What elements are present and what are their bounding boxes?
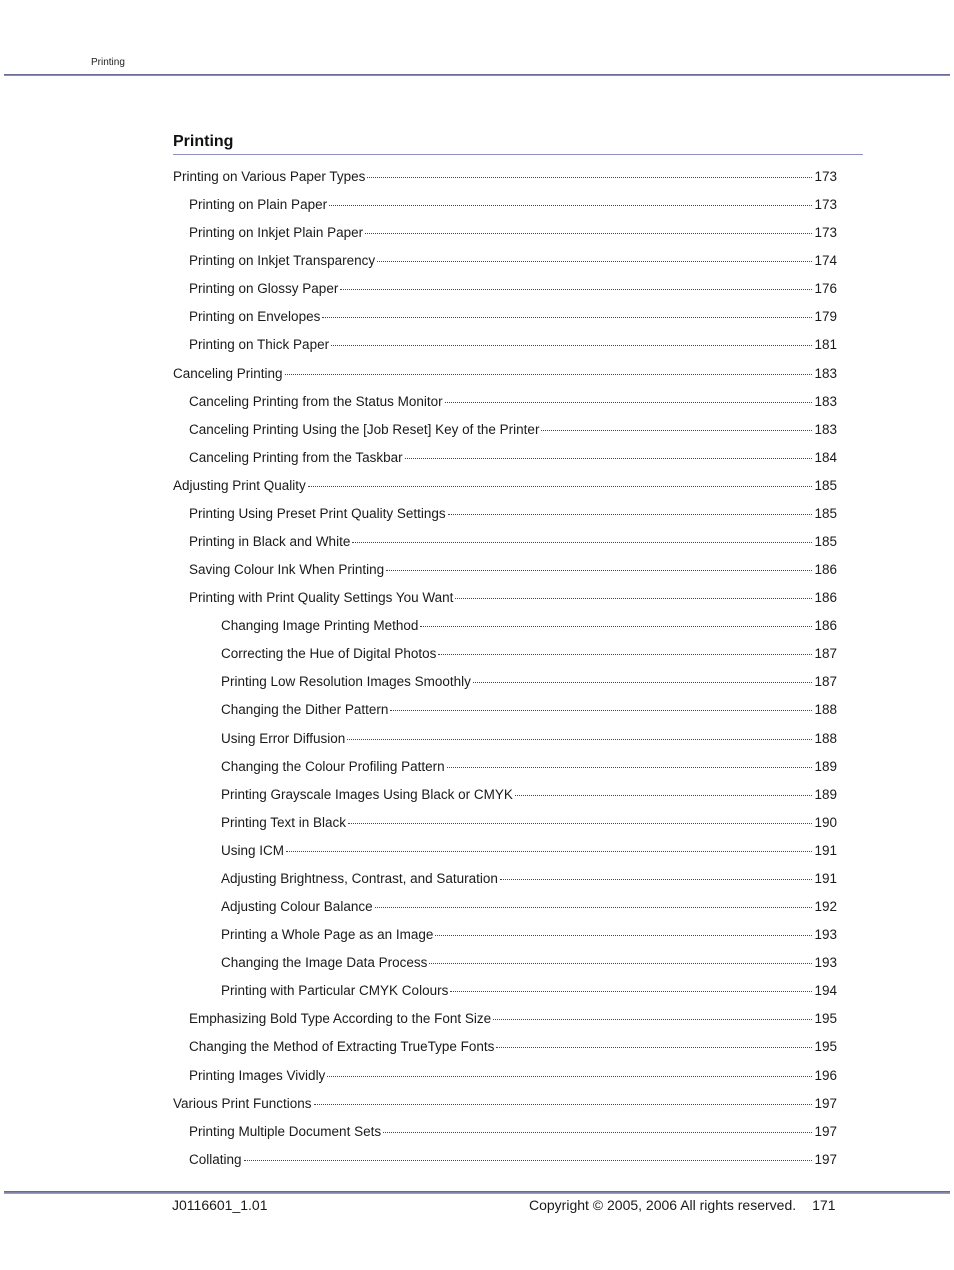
toc-entry-page: 189 (814, 758, 837, 774)
toc-entry[interactable] (173, 303, 837, 331)
toc-entry-title: Printing Images Vividly (189, 1067, 326, 1083)
toc-entry[interactable] (173, 668, 837, 696)
toc-entry-title: Printing on Inkjet Plain Paper (189, 225, 364, 241)
dot-leader (348, 822, 812, 824)
toc-entry-page: 189 (814, 786, 837, 802)
toc-entry-title: Printing Low Resolution Images Smoothly (221, 674, 471, 690)
dot-leader (500, 878, 813, 880)
toc-entry-page: 186 (814, 590, 837, 606)
toc-entry-page: 196 (814, 1067, 837, 1083)
toc-entry[interactable] (173, 584, 837, 612)
toc-entry-title: Using ICM (221, 842, 285, 858)
dot-leader (329, 204, 812, 206)
dot-leader (438, 653, 812, 655)
toc-entry-page: 183 (814, 421, 837, 437)
toc-entry-page: 173 (814, 197, 837, 213)
toc-entry-page: 188 (814, 702, 837, 718)
footer-right (529, 1197, 836, 1213)
toc-entry-title: Printing Using Preset Print Quality Settings (189, 505, 446, 521)
dot-leader (340, 288, 812, 290)
dot-leader (383, 1131, 812, 1133)
toc-entry[interactable] (173, 528, 837, 556)
toc-entry[interactable] (173, 696, 837, 724)
toc-entry[interactable] (173, 360, 837, 388)
toc-entry-page: 186 (814, 618, 837, 634)
toc-entry[interactable] (173, 556, 837, 584)
toc-entry-page: 183 (814, 393, 837, 409)
toc-entry-title: Printing in Black and White (189, 534, 351, 550)
toc-entry-page: 192 (814, 899, 837, 915)
page-number: 171 (812, 1197, 836, 1213)
toc-entry-title: Changing Image Printing Method (221, 618, 419, 634)
toc-entry[interactable] (173, 921, 837, 949)
toc-entry[interactable] (173, 191, 837, 219)
toc-entry[interactable] (173, 640, 837, 668)
toc-entry-page: 173 (814, 169, 837, 184)
footer-rule (4, 1191, 950, 1194)
toc-entry[interactable] (173, 247, 837, 275)
toc-entry-page: 195 (814, 1039, 837, 1055)
toc-entry-title: Printing on Envelopes (189, 309, 321, 325)
toc-entry[interactable] (173, 977, 837, 1005)
toc-entry[interactable] (173, 1146, 837, 1174)
toc-entry[interactable] (173, 416, 837, 444)
dot-leader (515, 794, 813, 796)
toc-entry-page: 184 (814, 449, 837, 465)
dot-leader (386, 569, 812, 571)
toc-entry[interactable] (173, 612, 837, 640)
toc-entry[interactable] (173, 472, 837, 500)
toc-entry-title: Printing on Plain Paper (189, 197, 328, 213)
dot-leader (347, 738, 812, 740)
toc-entry[interactable] (173, 331, 837, 359)
toc-entry-page: 173 (814, 225, 837, 241)
toc-entry-page: 174 (814, 253, 837, 269)
toc-entry-page: 193 (814, 927, 837, 943)
toc-entry-page: 183 (814, 365, 837, 381)
dot-leader (493, 1018, 812, 1020)
toc-entry-page: 197 (814, 1151, 837, 1167)
toc-entry[interactable] (173, 865, 837, 893)
dot-leader (327, 1075, 812, 1077)
toc-entry-title: Printing Grayscale Images Using Black or CMYK (221, 786, 513, 802)
copyright-notice: Copyright © 2005, 2006 All rights reserved. (529, 1197, 797, 1213)
toc-entry-title: Correcting the Hue of Digital Photos (221, 646, 437, 662)
dot-leader (405, 457, 813, 459)
dot-leader (541, 429, 812, 431)
toc-entry-page: 176 (814, 281, 837, 297)
toc-entry[interactable] (173, 893, 837, 921)
toc-entry-title: Printing with Particular CMYK Colours (221, 983, 449, 999)
toc-entry-title: Printing on Glossy Paper (189, 281, 339, 297)
toc-entry-title: Printing Text in Black (221, 814, 347, 830)
dot-leader (367, 176, 812, 178)
toc-entry-title: Using Error Diffusion (221, 730, 346, 746)
dot-leader (473, 681, 813, 683)
dot-leader (445, 401, 813, 403)
toc-entry[interactable] (173, 1005, 837, 1033)
dot-leader (435, 934, 812, 936)
toc-entry-page: 179 (814, 309, 837, 325)
toc-entry-title: Changing the Colour Profiling Pattern (221, 758, 445, 774)
toc-entry-title: Canceling Printing Using the [Job Reset] Key of the Printer (189, 421, 540, 437)
toc-entry-title: Canceling Printing from the Taskbar (189, 449, 403, 465)
toc-entry-page: 186 (814, 562, 837, 578)
table-of-contents (173, 163, 837, 1174)
dot-leader (285, 373, 813, 375)
toc-entry-title: Printing on Thick Paper (189, 337, 330, 353)
toc-entry[interactable] (173, 163, 837, 191)
toc-entry-page: 191 (814, 842, 837, 858)
toc-entry[interactable] (173, 781, 837, 809)
running-header: Printing (91, 57, 125, 68)
toc-entry-title: Printing a Whole Page as an Image (221, 927, 434, 943)
toc-entry-title: Printing Multiple Document Sets (189, 1123, 382, 1139)
toc-entry-page: 185 (814, 534, 837, 550)
dot-leader (496, 1046, 812, 1048)
toc-entry[interactable] (173, 500, 837, 528)
toc-entry-page: 188 (814, 730, 837, 746)
toc-entry-title: Changing the Method of Extracting TrueType Fonts (189, 1039, 495, 1055)
toc-entry-title: Canceling Printing from the Status Monitor (189, 393, 443, 409)
toc-entry-title: Canceling Printing (173, 365, 283, 381)
dot-leader (286, 850, 812, 852)
toc-entry[interactable] (173, 1090, 837, 1118)
dot-leader (448, 513, 813, 515)
toc-entry-title: Various Print Functions (173, 1095, 312, 1111)
toc-entry-title: Changing the Dither Pattern (221, 702, 389, 718)
dot-leader (244, 1159, 813, 1161)
toc-entry-page: 195 (814, 1011, 837, 1027)
toc-entry-title: Emphasizing Bold Type According to the Font Size (189, 1011, 492, 1027)
dot-leader (365, 232, 812, 234)
toc-entry-page: 193 (814, 955, 837, 971)
toc-entry[interactable] (173, 1118, 837, 1146)
toc-entry[interactable] (173, 275, 837, 303)
toc-entry-page: 190 (814, 814, 837, 830)
toc-entry-page: 185 (814, 505, 837, 521)
toc-entry-page: 181 (814, 337, 837, 353)
dot-leader (450, 990, 812, 992)
dot-leader (429, 962, 812, 964)
dot-leader (420, 625, 812, 627)
dot-leader (390, 709, 812, 711)
toc-entry-title: Collating (189, 1151, 242, 1167)
toc-entry-title: Adjusting Print Quality (173, 477, 306, 493)
toc-entry-page: 194 (814, 983, 837, 999)
document-id: J0116601_1.01 (172, 1197, 268, 1213)
toc-entry-title: Saving Colour Ink When Printing (189, 562, 385, 578)
toc-entry-page: 187 (814, 674, 837, 690)
dot-leader (375, 906, 813, 908)
toc-entry[interactable] (173, 444, 837, 472)
dot-leader (447, 766, 813, 768)
toc-entry-title: Printing on Inkjet Transparency (189, 253, 376, 269)
dot-leader (331, 344, 812, 346)
toc-entry[interactable] (173, 1062, 837, 1090)
toc-entry[interactable] (173, 949, 837, 977)
toc-entry-title: Printing with Print Quality Settings You Want (189, 590, 454, 606)
toc-entry-title: Changing the Image Data Process (221, 955, 428, 971)
toc-entry-title: Adjusting Colour Balance (221, 899, 373, 915)
toc-entry-page: 185 (814, 477, 837, 493)
toc-entry[interactable] (173, 725, 837, 753)
toc-entry-title: Printing on Various Paper Types (173, 169, 366, 184)
toc-entry-page: 197 (814, 1123, 837, 1139)
toc-entry[interactable] (173, 388, 837, 416)
dot-leader (455, 597, 812, 599)
section-title: Printing (173, 132, 863, 155)
toc-entry[interactable] (173, 219, 837, 247)
toc-entry-page: 187 (814, 646, 837, 662)
toc-entry[interactable] (173, 1033, 837, 1061)
toc-entry[interactable] (173, 809, 837, 837)
toc-entry[interactable] (173, 837, 837, 865)
dot-leader (314, 1103, 813, 1105)
dot-leader (308, 485, 813, 487)
toc-entry-page: 197 (814, 1095, 837, 1111)
dot-leader (322, 316, 812, 318)
header-rule (4, 74, 950, 76)
dot-leader (352, 541, 812, 543)
toc-entry-page: 191 (814, 870, 837, 886)
toc-entry[interactable] (173, 753, 837, 781)
dot-leader (377, 260, 812, 262)
toc-entry-title: Adjusting Brightness, Contrast, and Saturation (221, 870, 498, 886)
